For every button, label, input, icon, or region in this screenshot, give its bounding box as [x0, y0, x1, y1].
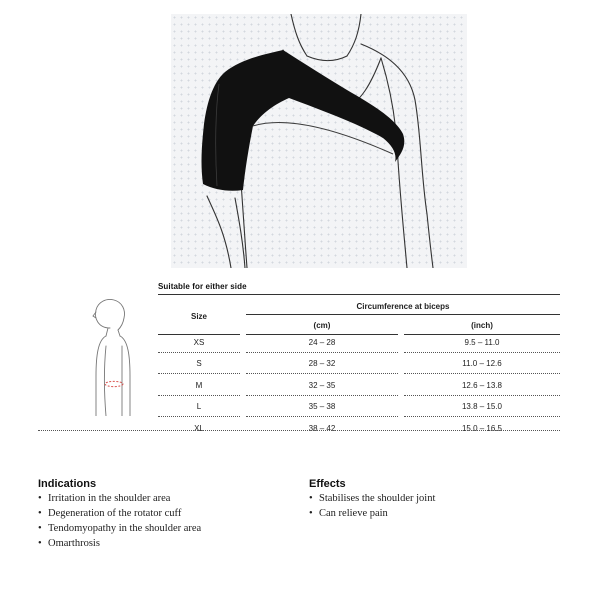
table-cell-inch: 13.8 – 15.0	[461, 402, 503, 412]
shoulder-brace-illustration	[171, 14, 467, 268]
list-item: • Stabilises the shoulder joint	[309, 491, 435, 506]
table-cell-size: L	[196, 402, 202, 412]
row-divider	[404, 373, 560, 374]
table-cell-inch: 15.0 – 16.5	[461, 423, 503, 433]
table-cell-size: M	[195, 380, 203, 390]
table-cell-inch: 11.0 – 12.6	[462, 359, 502, 369]
size-column-header: Size	[190, 312, 207, 321]
table-cell-cm: 24 – 28	[308, 338, 336, 347]
header-bottom-rule	[404, 334, 560, 335]
row-divider	[246, 395, 398, 396]
suitability-note: Suitable for either side	[158, 282, 247, 291]
table-cell-cm: 32 – 35	[308, 380, 336, 390]
row-divider	[246, 352, 398, 353]
indications-title: Indications	[38, 478, 97, 490]
unit-cm-header: (cm)	[313, 321, 331, 330]
row-divider	[246, 373, 398, 374]
row-divider	[404, 352, 560, 353]
table-cell-inch: 12.6 – 13.8	[461, 380, 503, 390]
table-cell-cm: 28 – 32	[308, 359, 336, 369]
effects-list	[309, 491, 435, 521]
table-cell-size: S	[196, 359, 202, 369]
unit-inch-header: (inch)	[471, 321, 493, 330]
row-divider	[158, 395, 240, 396]
header-divider	[246, 314, 560, 315]
list-item: • Tendomyopathy in the shoulder area	[38, 521, 201, 536]
row-divider	[404, 416, 560, 417]
table-full-dotted-rule	[38, 430, 560, 431]
table-cell-cm: 35 – 38	[308, 402, 336, 412]
measurement-column-header: Circumference at biceps	[356, 302, 450, 311]
list-item: • Irritation in the shoulder area	[38, 491, 201, 506]
body-outline-diagram	[84, 296, 140, 416]
effects-section	[309, 478, 435, 521]
list-item: • Can relieve pain	[309, 506, 435, 521]
product-illustration	[171, 14, 467, 268]
row-divider	[158, 416, 240, 417]
list-item: • Omarthrosis	[38, 536, 201, 551]
table-cell-size: XL	[194, 423, 204, 433]
header-bottom-rule	[246, 334, 398, 335]
table-cell-size: XS	[193, 338, 205, 347]
row-divider	[404, 395, 560, 396]
row-divider	[158, 373, 240, 374]
note-divider	[158, 294, 560, 295]
biceps-measure-marker	[105, 381, 123, 386]
row-divider	[158, 352, 240, 353]
effects-title: Effects	[309, 478, 346, 490]
brace-shape	[202, 50, 405, 191]
list-item: • Degeneration of the rotator cuff	[38, 506, 201, 521]
row-divider	[246, 416, 398, 417]
header-bottom-rule	[158, 334, 240, 335]
indications-section	[38, 478, 201, 551]
table-cell-inch: 9.5 – 11.0	[464, 338, 500, 347]
table-cell-cm: 38 – 42	[308, 423, 336, 433]
indications-list	[38, 491, 201, 551]
